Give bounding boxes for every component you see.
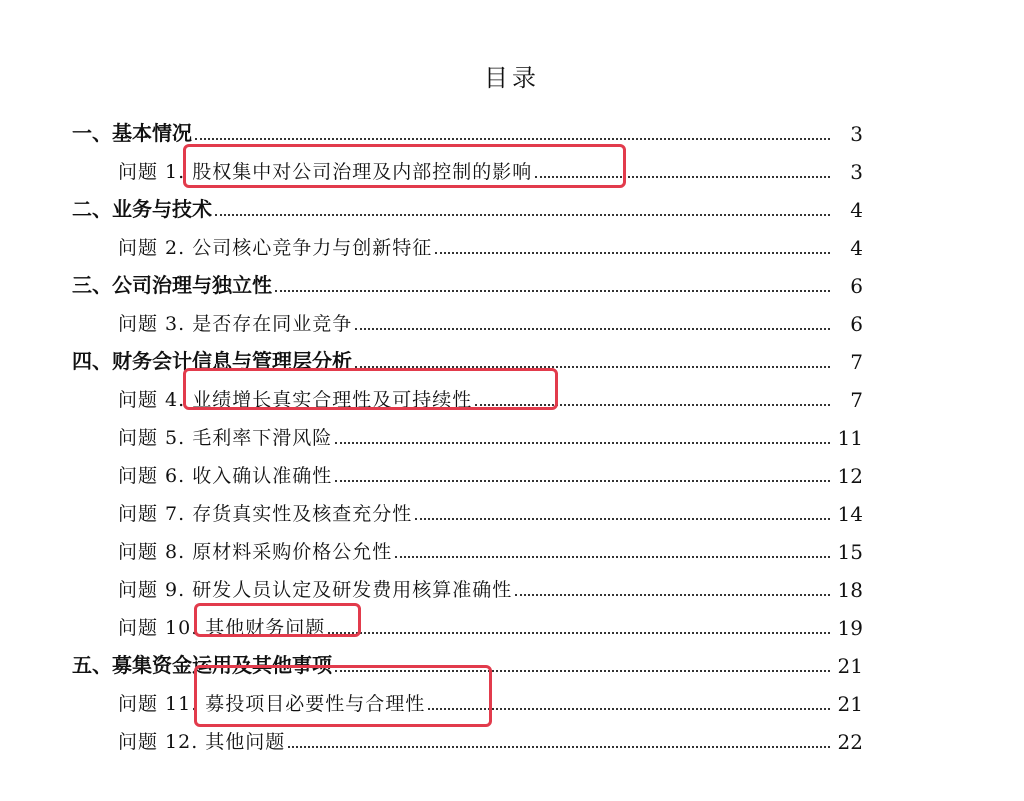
toc-entry-label: 问题 3. 是否存在同业竞争 <box>118 313 353 335</box>
toc-entry-label: 五、募集资金运用及其他事项 <box>72 653 332 677</box>
toc-page-number: 4 <box>850 236 863 260</box>
toc-page-number: 6 <box>850 274 863 298</box>
toc-entry-label: 一、基本情况 <box>72 121 192 145</box>
toc-page-number: 22 <box>837 730 863 754</box>
toc-entry[interactable] <box>0 716 1024 754</box>
toc-entry-label: 问题 7. 存货真实性及核查充分性 <box>118 503 413 525</box>
toc-page-number: 6 <box>850 312 863 336</box>
toc-entry[interactable] <box>0 602 1024 640</box>
toc-entry[interactable] <box>0 488 1024 526</box>
toc-entry-label: 问题 4. 业绩增长真实合理性及可持续性 <box>118 389 473 411</box>
toc-entry[interactable] <box>0 184 1024 222</box>
toc-entry[interactable] <box>0 260 1024 298</box>
toc-page-number: 15 <box>837 540 863 564</box>
toc-entry-label: 问题 1. 股权集中对公司治理及内部控制的影响 <box>118 161 533 183</box>
dot-leader <box>355 328 830 330</box>
toc-page-number: 21 <box>837 692 863 716</box>
toc-entry[interactable] <box>0 526 1024 564</box>
toc-title: 目录 <box>484 64 540 92</box>
toc-page-number: 12 <box>837 464 863 488</box>
toc-entry[interactable] <box>0 412 1024 450</box>
toc-entry-label: 问题 9. 研发人员认定及研发费用核算准确性 <box>118 579 513 601</box>
dot-leader <box>288 746 830 748</box>
toc-entry[interactable] <box>0 108 1024 146</box>
toc-entry[interactable] <box>0 374 1024 412</box>
dot-leader <box>275 290 830 292</box>
toc-entry[interactable] <box>0 450 1024 488</box>
dot-leader <box>328 632 830 634</box>
toc-entry-label: 问题 2. 公司核心竞争力与创新特征 <box>118 237 433 259</box>
dot-leader <box>428 708 830 710</box>
dot-leader <box>475 404 830 406</box>
toc-entry[interactable] <box>0 298 1024 336</box>
toc-entry[interactable] <box>0 640 1024 678</box>
toc-page-number: 4 <box>850 198 863 222</box>
dot-leader <box>395 556 830 558</box>
dot-leader <box>215 214 830 216</box>
toc-entry[interactable] <box>0 222 1024 260</box>
toc-page-number: 14 <box>837 502 863 526</box>
toc-page-number: 7 <box>850 388 863 412</box>
toc-page-number: 7 <box>850 350 863 374</box>
dot-leader <box>535 176 830 178</box>
toc-entry-label: 问题 8. 原材料采购价格公允性 <box>118 541 393 563</box>
dot-leader <box>335 670 830 672</box>
toc-entry[interactable] <box>0 678 1024 716</box>
toc-page-number: 3 <box>850 160 863 184</box>
toc-entry-label: 问题 11. 募投项目必要性与合理性 <box>118 693 426 715</box>
toc-entry-label: 问题 12. 其他问题 <box>118 731 286 753</box>
toc-page-number: 18 <box>837 578 863 602</box>
toc-entry-label: 四、财务会计信息与管理层分析 <box>72 349 352 373</box>
toc-entry[interactable] <box>0 336 1024 374</box>
dot-leader <box>415 518 830 520</box>
dot-leader <box>335 480 830 482</box>
toc-entry-label: 二、业务与技术 <box>72 197 212 221</box>
toc-entry-label: 问题 6. 收入确认准确性 <box>118 465 333 487</box>
toc-page-number: 11 <box>837 426 863 450</box>
toc-entry-label: 三、公司治理与独立性 <box>72 273 272 297</box>
toc-entry-label: 问题 10. 其他财务问题 <box>118 617 326 639</box>
dot-leader <box>195 138 830 140</box>
toc-entry-label: 问题 5. 毛利率下滑风险 <box>118 427 333 449</box>
dot-leader <box>435 252 830 254</box>
toc-entry[interactable] <box>0 564 1024 602</box>
dot-leader <box>355 366 830 368</box>
toc-entry[interactable] <box>0 146 1024 184</box>
toc-page-number: 3 <box>850 122 863 146</box>
toc-page-number: 19 <box>837 616 863 640</box>
dot-leader <box>335 442 830 444</box>
dot-leader <box>515 594 830 596</box>
toc-page-number: 21 <box>837 654 863 678</box>
